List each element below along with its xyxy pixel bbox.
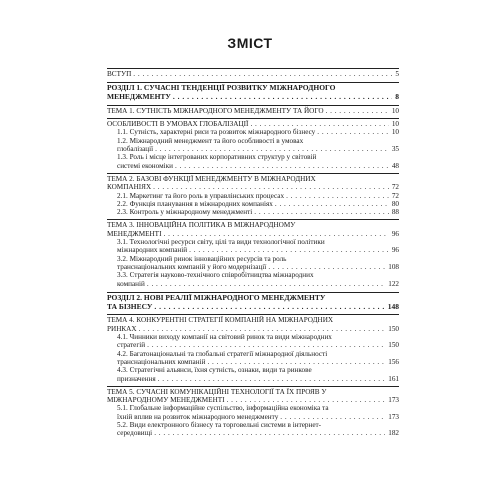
dot-leader — [163, 230, 388, 238]
toc-page-number: 156 — [388, 357, 399, 366]
toc-subsection — [107, 421, 399, 438]
toc-entry-text: 4.1. Чинники виходу компанії на світовий ринок та види міжнародних — [117, 333, 332, 342]
dot-leader — [139, 325, 386, 333]
toc-page-number: 10 — [391, 106, 399, 115]
toc-page-number: 108 — [388, 262, 399, 271]
toc-topic-heading — [107, 105, 399, 115]
toc-subsection — [107, 271, 399, 288]
toc-entry-text: КОМПАНІЯХ — [107, 183, 152, 192]
toc-entry-text: 1.1. Сутність, характерні риси та розвиток міжнародного бізнесу — [117, 128, 316, 137]
toc-page-number: 96 — [391, 229, 399, 238]
toc-entry-text: 1.2. Міжнародний менеджмент та його особливості в умовах — [117, 136, 304, 145]
toc-entry-text: 3.3. Стратегія науково-технічного співробітництва міжнародних — [117, 271, 314, 280]
toc-entry-text: РОЗДІЛ 2. НОВІ РЕАЛІЇ МІЖНАРОДНОГО МЕНЕДЖМЕНТУ — [107, 293, 326, 302]
toc-entry-text: РИНКАХ — [107, 324, 137, 333]
toc-topic-heading — [107, 314, 399, 333]
dot-leader — [227, 396, 386, 404]
toc-topic-heading — [107, 68, 399, 78]
toc-subsection — [107, 153, 399, 170]
dot-leader — [158, 375, 386, 383]
toc-entry-text: РОЗДІЛ 1. СУЧАСНІ ТЕНДЕНЦІЇ РОЗВИТКУ МІЖНАРОДНОГО — [107, 84, 336, 93]
toc-entry-text: призначення — [117, 374, 156, 383]
dot-leader — [286, 192, 389, 200]
toc-entry-text: 3.1. Технологічні ресурси світу, цілі та види технологічної політики — [117, 238, 325, 247]
toc-entry-text: компаній — [117, 279, 145, 288]
toc-part-heading — [107, 82, 399, 102]
toc-subsection — [107, 350, 399, 367]
toc-entry-text: 5.2. Види електронного бізнесу та торговельні системи в інтернет- — [117, 420, 322, 429]
table-of-contents — [107, 68, 399, 438]
dot-leader — [268, 263, 385, 271]
toc-entry-text: транснаціональних компаній у його модернізації — [117, 262, 267, 271]
toc-subsection — [107, 200, 399, 208]
dot-leader — [147, 280, 385, 288]
toc-entry-text: МЕНЕДЖМЕНТІ — [107, 229, 162, 238]
toc-entry-text: транснаціональних компаній — [117, 357, 206, 366]
toc-entry-text: ТА БІЗНЕСУ — [107, 301, 153, 311]
dot-leader — [275, 200, 389, 208]
toc-topic-heading — [107, 219, 399, 238]
page-title: ЗМІСТ — [227, 35, 273, 51]
toc-entry-text: стратегій — [117, 341, 146, 350]
toc-entry-text: середовищі — [117, 429, 153, 438]
dot-leader — [317, 128, 389, 136]
toc-entry-text: ТЕМА 5. СУЧАСНІ КОМУНІКАЦІЙНІ ТЕХНОЛОГІЇ ТА ЇХ ПРОЯВ У — [107, 387, 327, 396]
toc-page-number: 72 — [391, 183, 399, 192]
toc-page-number: 150 — [388, 341, 399, 350]
toc-page-number: 182 — [388, 429, 399, 438]
toc-page-number: 173 — [388, 396, 399, 405]
toc-entry-text: 2.2. Функція планування в міжнародних компаніях — [117, 199, 273, 208]
toc-entry-text: ОСОБЛИВОСТІ В УМОВАХ ГЛОБАЛІЗАЦІЇ — [107, 120, 249, 129]
toc-page-number: 72 — [391, 191, 399, 200]
toc-page-number: 122 — [388, 279, 399, 288]
toc-entry-text: 4.2. Багатонаціональні та глобальні стратегії міжнародної діяльності — [117, 349, 328, 358]
dot-leader — [173, 93, 392, 102]
toc-subsection — [107, 238, 399, 255]
toc-subsection — [107, 255, 399, 272]
toc-page-number: 5 — [395, 70, 399, 78]
dot-leader — [154, 429, 385, 437]
toc-entry-text: глобалізації — [117, 145, 154, 154]
toc-subsection — [107, 137, 399, 154]
toc-page-number: 150 — [388, 324, 399, 333]
toc-entry-text: 5.1. Глобальне інформаційне суспільство, інформаційна економіка та — [117, 404, 329, 413]
dot-leader — [254, 208, 389, 216]
dot-leader — [153, 183, 389, 191]
toc-page-number: 10 — [391, 120, 399, 129]
toc-subsection — [107, 208, 399, 216]
toc-page-number: 161 — [388, 374, 399, 383]
dot-leader — [280, 413, 385, 421]
toc-entry-text: МЕНЕДЖМЕНТУ — [107, 92, 171, 102]
toc-entry-text: ТЕМА 1. СУТНІСТЬ МІЖНАРОДНОГО МЕНЕДЖМЕНТУ ТА ЙОГО — [107, 106, 324, 115]
toc-page-number: 88 — [391, 208, 399, 217]
toc-page-number: 8 — [395, 92, 399, 102]
toc-entry-text: ВСТУП — [107, 70, 132, 78]
toc-entry-text: ТЕМА 2. БАЗОВІ ФУНКЦІЇ МЕНЕДЖМЕНТУ В МІЖНАРОДНИХ — [107, 174, 316, 183]
toc-part-heading — [107, 292, 399, 312]
toc-page-number: 80 — [391, 199, 399, 208]
toc-entry-text: МІЖНАРОДНОМУ МЕНЕДЖМЕНТІ — [107, 396, 225, 405]
toc-entry-text: ТЕМА 4. КОНКУРЕНТНІ СТРАТЕГІЇ КОМПАНІЙ НА МІЖНАРОДНИХ — [107, 316, 334, 325]
dot-leader — [133, 70, 392, 78]
toc-entry-text: міжнародних компаній — [117, 246, 188, 255]
toc-topic-heading — [107, 118, 399, 128]
dot-leader — [154, 303, 384, 312]
toc-page-number: 35 — [391, 145, 399, 154]
dot-leader — [189, 246, 389, 254]
toc-entry-text: 2.3. Контроль у міжнародному менеджменті — [117, 208, 253, 217]
toc-entry-text: 4.3. Стратегічні альянси, їхня сутність, ознаки, види та ринкове — [117, 366, 312, 375]
toc-entry-text: їхній вплив на розвиток міжнародного менеджменту — [117, 412, 279, 421]
toc-subsection — [107, 333, 399, 350]
toc-entry-text: системі економіки — [117, 161, 173, 170]
toc-page-number: 148 — [387, 301, 399, 311]
toc-entry-text: 1.3. Роль і місце інтегрованих корпоративних структур у світовій — [117, 153, 317, 162]
toc-page-number: 173 — [388, 412, 399, 421]
dot-leader — [155, 145, 389, 153]
toc-page-number: 48 — [391, 161, 399, 170]
toc-topic-heading — [107, 173, 399, 192]
toc-entry-text: ТЕМА 3. ІННОВАЦІЙНА ПОЛІТИКА В МІЖНАРОДНОМУ — [107, 221, 296, 230]
dot-leader — [207, 358, 385, 366]
toc-page-number: 96 — [391, 246, 399, 255]
toc-subsection — [107, 366, 399, 383]
toc-subsection — [107, 404, 399, 421]
toc-subsection — [107, 192, 399, 200]
toc-subsection — [107, 128, 399, 136]
toc-entry-text: 3.2. Міжнародний ринок інноваційних ресурсів та роль — [117, 254, 287, 263]
toc-entry-text: 2.1. Маркетинг та його роль в управлінських процесах — [117, 191, 285, 200]
dot-leader — [250, 120, 388, 128]
toc-page-number: 10 — [391, 128, 399, 137]
dot-leader — [147, 341, 385, 349]
toc-topic-heading — [107, 386, 399, 405]
dot-leader — [175, 162, 389, 170]
dot-leader — [326, 107, 389, 115]
